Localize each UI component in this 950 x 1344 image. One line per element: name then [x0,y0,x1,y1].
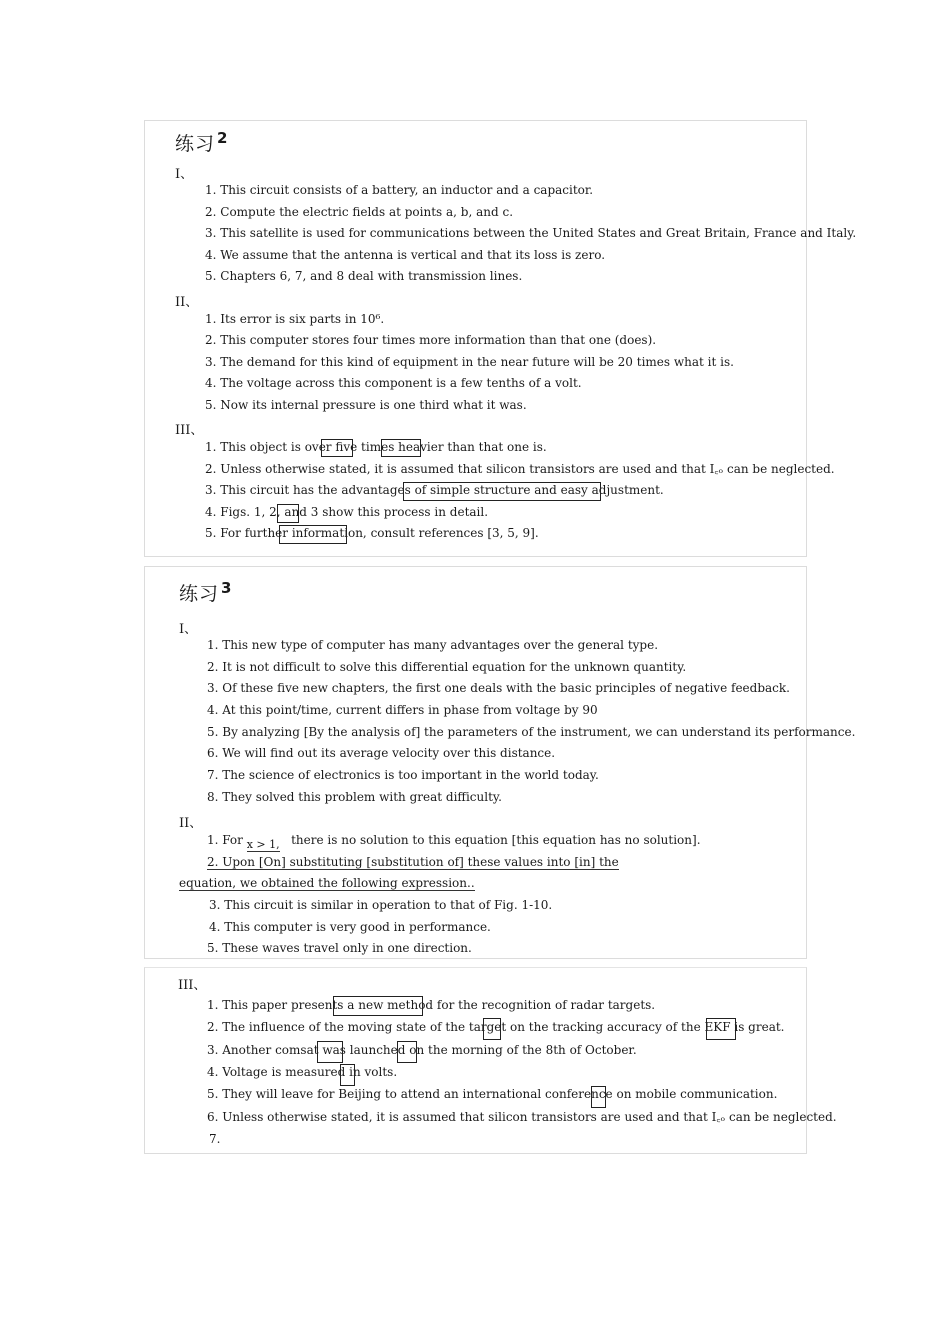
annotation-box [340,1064,355,1086]
section-heading: III、 [178,978,207,993]
sentence: 1. This new type of computer has many advantages over the general type. [207,638,659,652]
sentence: 1. This paper presents a new method for the recognition of radar targets. [207,998,656,1012]
sentence: 4. Voltage is measured in volts. [207,1065,398,1079]
annotation-box [483,1018,501,1040]
exercise-title: 练习 $^3$ [179,579,233,605]
sentence: 3. Of these five new chapters, the first one deals with the basic principles of negative feedback. [207,681,790,695]
sentence-continuation: equation, we obtained the following expression.. [179,876,475,890]
exercise-title: 练习 $^2$ [175,129,229,155]
sentence: 3. This satellite is used for communications between the United States and Great Britain, France and Italy. [205,226,857,240]
annotation-box [403,482,601,501]
sentence: 1. This circuit consists of a battery, an inductor and a capacitor. [205,183,594,197]
sentence: 4. At this point/time, current differs in phase from voltage by 90 [207,703,598,717]
sentence: 3. The demand for this kind of equipment in the near future will be 20 times what it is. [205,355,734,369]
annotation-box [317,1041,343,1063]
section-heading: II、 [175,295,199,310]
section-heading: I、 [179,622,198,637]
sentence: 6. Unless otherwise stated, it is assumed that silicon transistors are used and that I꜀ₒ can be neglected. [207,1110,837,1124]
sentence: 7. The science of electronics is too important in the world today. [207,768,599,782]
sentence: 1. For x > 1, there is no solution to this equation [this equation has no solution]. [207,833,701,851]
section-heading: III、 [175,423,204,438]
sentence: 2. This computer stores four times more information than that one (does). [205,333,657,347]
section-heading: I、 [175,167,194,182]
sentence: 2. It is not difficult to solve this differential equation for the unknown quantity. [207,660,687,674]
annotation-box [381,439,421,457]
annotation-box [706,1018,736,1040]
annotation-box [333,996,423,1016]
sentence: 2. The influence of the moving state of the target on the tracking accuracy of the EKF is great. [207,1020,785,1034]
sentence: 3. This circuit has the advantages of simple structure and easy adjustment. [205,483,664,497]
sentence: 4. Figs. 1, 2, and 3 show this process in detail. [205,505,489,519]
sentence: 7. [209,1132,221,1146]
sentence: 5. They will leave for Beijing to attend an international conference on mobile communication. [207,1087,778,1101]
exercise-2-panel [144,120,857,557]
annotation-box [279,525,347,544]
sentence: 4. We assume that the antenna is vertical and that its loss is zero. [205,248,606,262]
sentence: 3. This circuit is similar in operation to that of Fig. 1-10. [209,898,553,912]
section-heading: II、 [179,816,203,831]
sentence: 5. Now its internal pressure is one third what it was. [205,398,527,412]
sentence: 2. Unless otherwise stated, it is assumed that silicon transistors are used and that I꜀ₒ can be neglected. [205,462,835,476]
sentence: 6. We will find out its average velocity over this distance. [207,746,556,760]
sentence: 5. These waves travel only in one direction. [207,941,472,955]
sentence: 2. Upon [On] substituting [substitution of] these values into [in] the [207,855,619,869]
sentence: 5. By analyzing [By the analysis of] the parameters of the instrument, we can understand its performance. [207,725,856,739]
annotation-box [321,439,353,457]
sentence: 2. Compute the electric fields at points a, b, and c. [205,205,514,219]
sentence: 8. They solved this problem with great difficulty. [207,790,502,804]
annotation-box [591,1086,606,1108]
sentence: 5. Chapters 6, 7, and 8 deal with transmission lines. [205,269,523,283]
annotation-box [397,1041,417,1063]
exercise-3-part-3-panel [144,967,837,1154]
sentence: 1. Its error is six parts in 10⁶. [205,312,385,326]
sentence: 4. This computer is very good in performance. [209,920,491,934]
sentence: 5. For further information, consult references [3, 5, 9]. [205,526,539,540]
sentence: 3. Another comsat was launched on the morning of the 8th of October. [207,1043,637,1057]
sentence: 1. This object is over five times heavier than that one is. [205,440,547,454]
annotation-box [277,504,299,523]
sentence: 4. The voltage across this component is a few tenths of a volt. [205,376,582,390]
exercise-3-panel [144,566,856,959]
